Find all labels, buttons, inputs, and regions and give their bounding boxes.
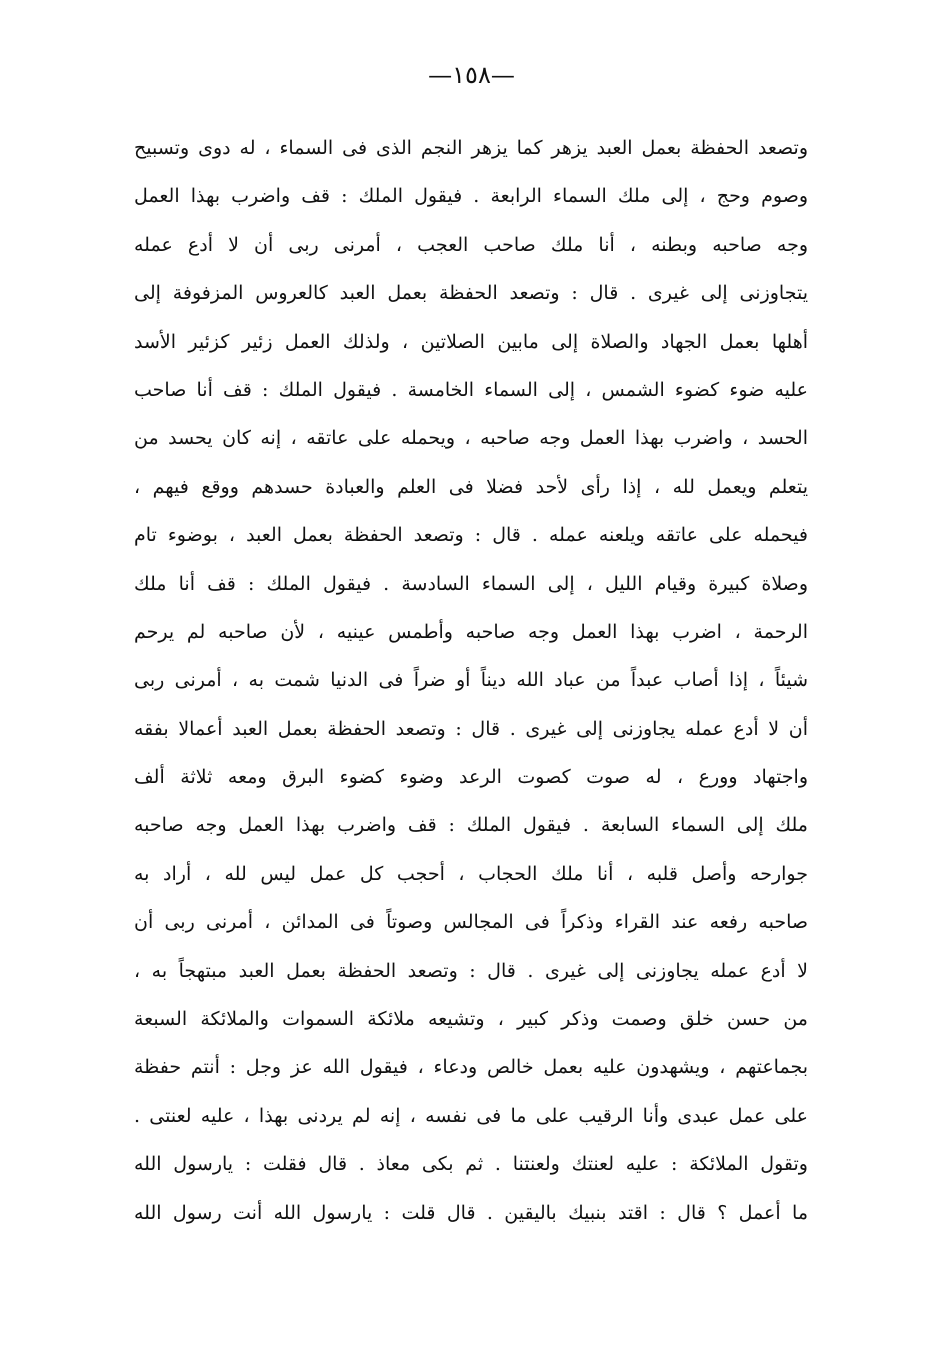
text-line: شيئاً ، إذا أصاب عبداً من عباد الله ديناً أو ضراً فى الدنيا شمت به ، أمرنى ربى xyxy=(134,669,808,692)
text-line: واجتهاد وورع ، له صوت كصوت الرعد وضوء كضوء البرق ومعه ثلاثة ألف xyxy=(134,766,808,789)
text-line: من حسن خلق وصمت وذكر كبير ، وتشيعه ملائكة السموات والملائكة السبعة xyxy=(134,1008,808,1031)
text-line: ما أعمل ؟ قال : اقتد بنبيك باليقين . قال قلت : يارسول الله أنت رسول الله xyxy=(134,1201,808,1224)
text-line: وتصعد الحفظة بعمل العبد يزهر كما يزهر النجم الذى فى السماء ، له دوى وتسبيح xyxy=(134,137,808,159)
text-line: فيحمله على عاتقه ويلعنه عمله . قال : وتصعد الحفظة بعمل العبد ، بوضوء تام xyxy=(134,524,808,547)
text-line: وصلاة كبيرة وقيام الليل ، إلى السماء السادسة . فيقول الملك : قف أنا ملك xyxy=(134,572,808,595)
text-line: عليه ضوء كضوء الشمس ، إلى السماء الخامسة . فيقول الملك : قف أنا صاحب xyxy=(134,378,808,401)
text-line: على عمل عبدى وأنا الرقيب على ما فى نفسه ، إنه لم يردنى بهذا ، عليه لعنتى . xyxy=(134,1104,808,1127)
text-line: ملك إلى السماء السابعة . فيقول الملك : قف واضرب بهذا العمل وجه صاحبه xyxy=(134,814,808,837)
text-line: أن لا أدع عمله يجاوزنى إلى غيرى . قال : وتصعد الحفظة بعمل العبد أعمالا بفقه xyxy=(134,717,808,740)
text-line: لا أدع عمله يجاوزنى إلى غيرى . قال : وتصعد الحفظة بعمل العبد مبتهجاً به ، xyxy=(134,959,808,982)
text-line: جوارحه وأصل قلبه ، أنا ملك الحجاب ، أحجب كل عمل ليس لله ، أراد به xyxy=(134,862,808,885)
text-line: الرحمة ، اضرب بهذا العمل وجه صاحبه وأطمس عينيه ، لأن صاحبه لم يرحم xyxy=(134,620,808,643)
text-line: يتعلم ويعمل لله ، إذا رأى لأحد فضلا فى العلم والعبادة حسدهم ووقع فيهم ، xyxy=(134,475,808,498)
text-line: وجه صاحبه وبطنه ، أنا ملك صاحب العجب ، أمرنى ربى أن لا أدع عمله xyxy=(134,233,808,256)
text-line: وتقول الملائكة : عليه لعنتك ولعنتنا . ثم بكى معاذ . قال فقلت : يارسول الله xyxy=(134,1153,808,1176)
page-number: —١٥٨— xyxy=(428,61,515,89)
text-line: أهلها بعمل الجهاد والصلاة إلى مابين الصلاتين ، ولذلك العمل زئير كزئير الأسد xyxy=(134,330,808,353)
body-text xyxy=(134,124,808,1237)
text-line: يتجاوزنى إلى غيرى . قال : وتصعد الحفظة بعمل العبد كالعروس المزفوفة إلى xyxy=(134,282,808,305)
text-line: الحسد ، واضرب بهذا العمل وجه صاحبه ، ويحمله على عاتقه ، إنه كان يحسد من xyxy=(134,427,808,450)
text-line: صاحبه رفعه عند القراء وذكراً فى المجالس وصوتاً فى المدائن ، أمرنى ربى أن xyxy=(134,911,808,934)
text-line: وصوم وحج ، إلى ملك السماء الرابعة . فيقول الملك : قف واضرب بهذا العمل xyxy=(134,185,808,208)
text-line: بجماعتهم ، ويشهدون عليه بعمل خالص ودعاء ، فيقول الله عز وجل : أنتم حفظة xyxy=(134,1056,808,1079)
